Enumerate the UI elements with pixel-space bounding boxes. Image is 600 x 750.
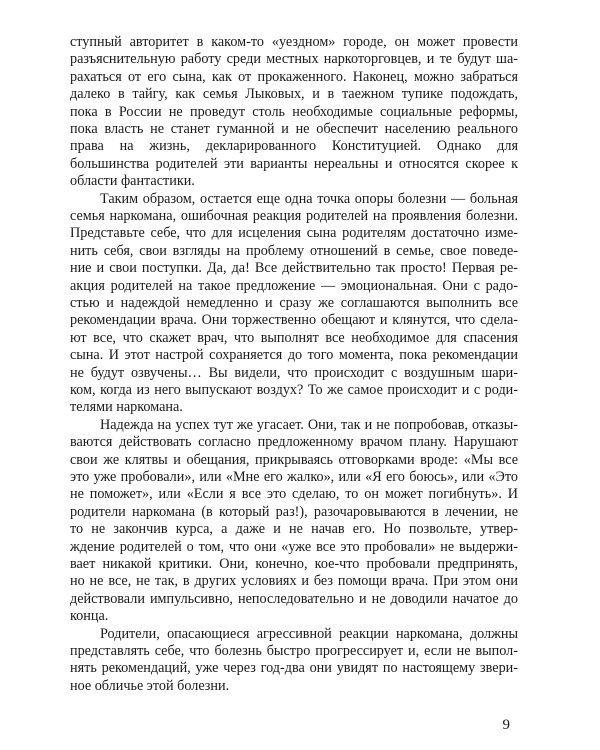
text-line: стью и надеждой немедленно и сразу же соглашаются выполнить все	[70, 295, 518, 311]
text-line: ние и свои поступки. Да, да! Все действительно так просто! Первая ре-	[70, 260, 518, 277]
text-line: представлять себе, что болезнь быстро прогрессирует и, если не выпол-	[70, 643, 518, 659]
text-line: ждение родителей о том, что они «уже все это пробовали» не выдержи-	[70, 538, 518, 555]
text-line: Таким образом, остается еще одна точка опоры болезни — больная	[100, 190, 518, 207]
text-line: конца.	[70, 608, 109, 625]
text-line: действовали импульсивно, непоследовательно и не доводили начатое до	[70, 590, 518, 607]
text-line: рекомендации врача. Они торжественно обещают и клянутся, что сдела-	[70, 312, 518, 329]
text-line: не будут озвучены… Вы видели, что происходит с воздушным шари-	[70, 364, 518, 381]
text-line: пока власть не станет гуманной и не обеспечит населению реального	[70, 121, 518, 137]
text-line: ют все, что скажет врач, что выполнят все необходимое для спасения	[70, 329, 518, 346]
text-line: свои же клятвы и обещания, прикрываясь отговорками вроде: «Мы все	[70, 451, 518, 468]
text-line: не поможет», или «Если я все это сделаю, то он может погибнуть». И	[70, 486, 518, 503]
text-line: родители наркомана (в который раз!), разочаровываются в лечении, не	[70, 503, 518, 520]
text-line: рахаться от его сына, как от прокаженного. Наконец, можно забраться	[70, 68, 518, 85]
text-line: это уже пробовали», или «Мне его жалко», или «Я его боюсь», или «Это	[70, 469, 518, 485]
text-line: области фантастики.	[70, 173, 195, 190]
text-line: права на жизнь, декларированного Конституцией. Однако для	[70, 138, 518, 155]
text-line: семья наркомана, ошибочная реакция родителей на проявления болезни.	[70, 208, 518, 224]
text-line: ваются действовать согласно предложенному врачом плану. Нарушают	[70, 434, 518, 451]
text-line: Надежда на успех тут же угасает. Они, так и не попробовав, отказы-	[100, 416, 518, 433]
text-line: пока в России не проведут столь необходимые социальные реформы,	[70, 103, 518, 120]
text-line: ступный авторитет в каком-то «уездном» городе, он может провести	[70, 34, 518, 50]
text-line: но не все, не так, в других условиях и без помощи врача. При этом они	[70, 573, 518, 590]
text-line: Родители, опасающиеся агрессивной реакции наркомана, должны	[100, 625, 518, 642]
page-number: 9	[502, 717, 510, 733]
text-line: телями наркомана.	[70, 399, 183, 416]
text-line: большинства родителей эти варианты нереальны и относятся скорее к	[70, 155, 518, 172]
text-line: нить себя, свои взгляды на проблему отношений в семье, свое поведе-	[70, 242, 518, 259]
text-line: ком, когда из него выпускают воздух? То же самое происходит и с роди-	[70, 382, 518, 398]
text-line: Представьте себе, что для исцеления сына родителям достаточно изме-	[70, 225, 518, 242]
text-line: акция родителей на такое предложение — эмоциональная. Они с радо-	[70, 277, 518, 294]
text-line: нять рекомендаций, уже через год-два они увидят по настоящему звери-	[70, 660, 518, 677]
text-line: вает никакой критики. Они, конечно, кое-что пробовали предпринять,	[70, 556, 518, 572]
text-line: сына. И этот настрой сохраняется до того момента, пока рекомендации	[70, 347, 518, 364]
text-line: разъяснительную работу среди местных наркоторговцев, и те будут ша-	[70, 51, 518, 68]
text-line: ное обличье этой болезни.	[70, 677, 230, 694]
text-line: далеко в тайгу, как семья Лыковых, и в таежном тупике подождать,	[70, 86, 518, 103]
text-line: то не закончив курса, а даже и не начав его. Но позвольте, утвер-	[70, 521, 518, 538]
